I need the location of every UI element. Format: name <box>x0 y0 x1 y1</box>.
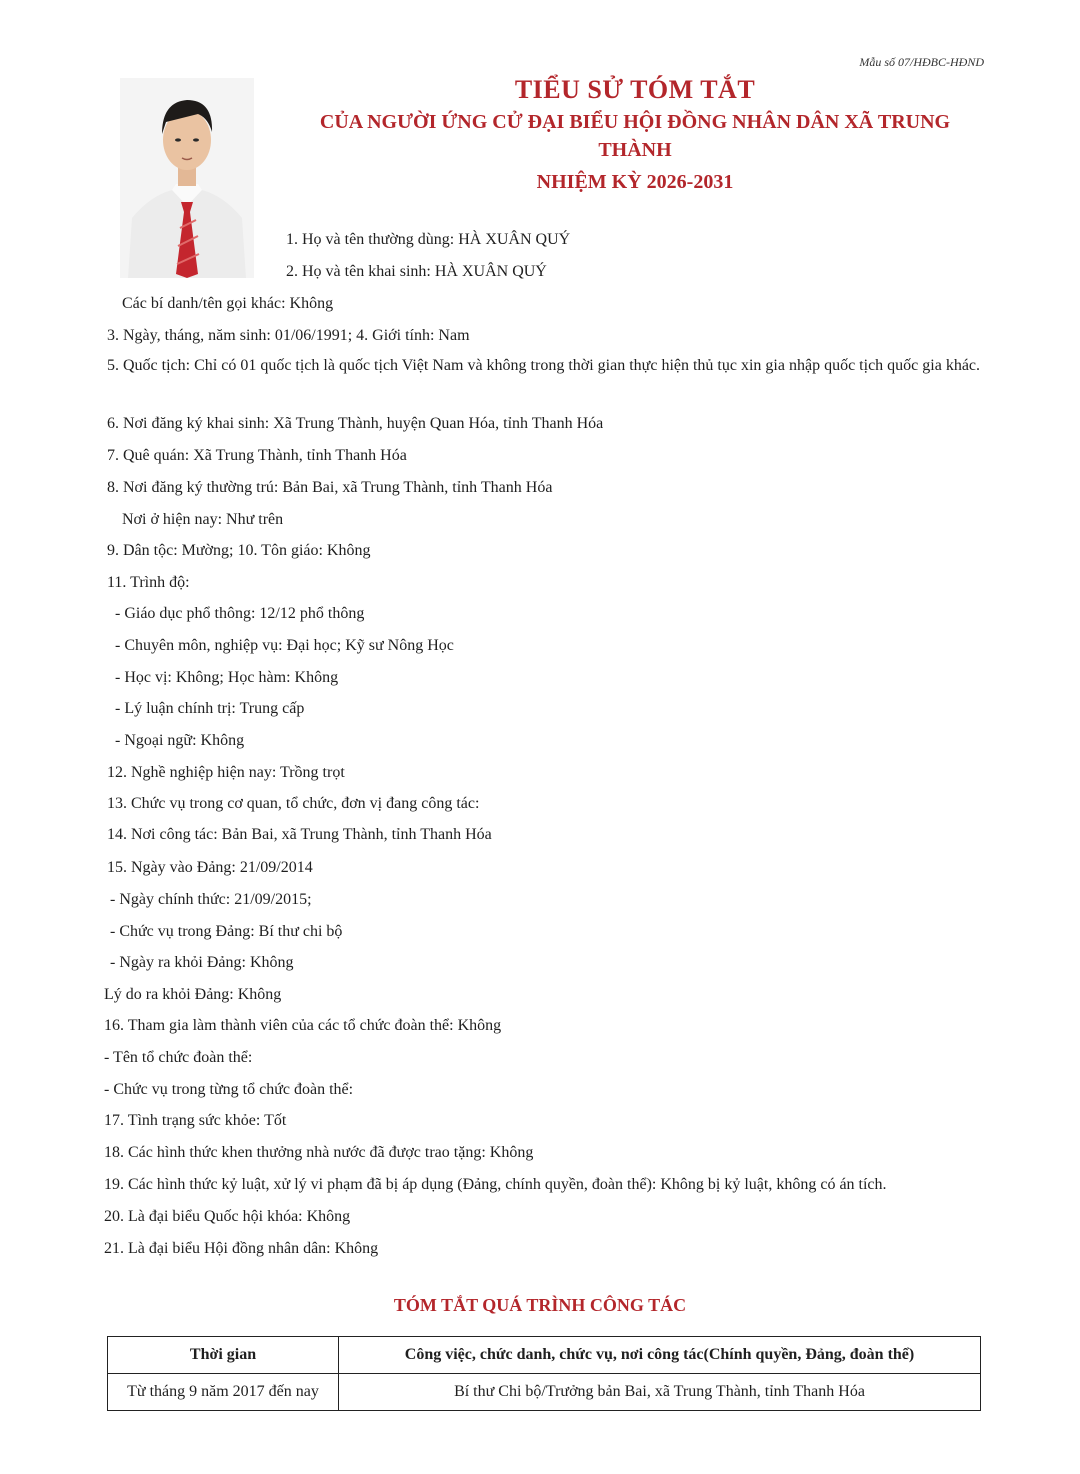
work-history-table <box>107 1336 981 1411</box>
occupation: 12. Nghề nghiệp hiện nay: Trồng trọt <box>107 764 345 781</box>
document-title: TIỂU SỬ TÓM TẮT <box>514 75 756 104</box>
table-header-row <box>108 1337 981 1374</box>
general-education: - Giáo dục phổ thông: 12/12 phổ thông <box>115 605 365 622</box>
work-history-title: TÓM TẮT QUÁ TRÌNH CÔNG TÁC <box>393 1295 687 1315</box>
party-join-date: 15. Ngày vào Đảng: 21/09/2014 <box>107 859 313 876</box>
health-status: 17. Tình trạng sức khỏe: Tốt <box>104 1112 287 1129</box>
awards: 18. Các hình thức khen thưởng nhà nước đã được trao tặng: Không <box>104 1144 534 1161</box>
current-residence: Nơi ở hiện nay: Như trên <box>122 511 284 528</box>
birth-registration-place: 6. Nơi đăng ký khai sinh: Xã Trung Thành, huyện Quan Hóa, tỉnh Thanh Hóa <box>107 415 604 432</box>
national-assembly-delegate: 20. Là đại biểu Quốc hội khóa: Không <box>104 1208 351 1225</box>
party-official-date: - Ngày chính thức: 21/09/2015; <box>110 891 312 908</box>
aliases: Các bí danh/tên gọi khác: Không <box>122 295 334 312</box>
permanent-residence: 8. Nơi đăng ký thường trú: Bản Bai, xã Trung Thành, tỉnh Thanh Hóa <box>107 479 553 496</box>
peoples-council-delegate: 21. Là đại biểu Hội đồng nhân dân: Không <box>104 1240 379 1257</box>
birth-name: 2. Họ và tên khai sinh: HÀ XUÂN QUÝ <box>286 263 547 280</box>
birth-date-gender: 3. Ngày, tháng, năm sinh: 01/06/1991; 4. Giới tính: Nam <box>107 327 470 344</box>
party-leave-reason: Lý do ra khỏi Đảng: Không <box>104 986 282 1003</box>
hometown: 7. Quê quán: Xã Trung Thành, tỉnh Thanh Hóa <box>107 447 407 464</box>
organization-position: - Chức vụ trong từng tổ chức đoàn thể: <box>104 1081 354 1098</box>
ethnicity-religion: 9. Dân tộc: Mường; 10. Tôn giáo: Không <box>107 542 371 559</box>
workplace: 14. Nơi công tác: Bản Bai, xã Trung Thành, tỉnh Thanh Hóa <box>107 826 492 843</box>
foreign-language: - Ngoại ngữ: Không <box>115 732 245 749</box>
party-leave-date: - Ngày ra khỏi Đảng: Không <box>110 954 294 971</box>
document-subtitle: CỦA NGƯỜI ỨNG CỬ ĐẠI BIỂU HỘI ĐỒNG NHÂN DÂN XÃ TRUNG THÀNH <box>319 111 951 161</box>
cell-position: Bí thư Chi bộ/Trưởng bản Bai, xã Trung Thành, tỉnh Thanh Hóa <box>339 1374 981 1411</box>
form-code: Mẫu số 07/HĐBC-HĐND <box>859 55 984 69</box>
common-name: 1. Họ và tên thường dùng: HÀ XUÂN QUÝ <box>286 231 571 248</box>
term-label: NHIỆM KỲ 2026-2031 <box>536 171 734 193</box>
party-position: - Chức vụ trong Đảng: Bí thư chi bộ <box>110 923 343 940</box>
education-heading: 11. Trình độ: <box>107 574 190 591</box>
header-time: Thời gian <box>108 1337 339 1374</box>
academic-degree: - Học vị: Không; Học hàm: Không <box>115 669 339 686</box>
cell-time: Từ tháng 9 năm 2017 đến nay <box>108 1374 339 1411</box>
organization-name: - Tên tổ chức đoàn thể: <box>104 1049 253 1066</box>
header-position: Công việc, chức danh, chức vụ, nơi công tác(Chính quyền, Đảng, đoàn thể) <box>339 1337 981 1374</box>
political-theory: - Lý luận chính trị: Trung cấp <box>115 700 305 717</box>
disciplinary-record: 19. Các hình thức kỷ luật, xử lý vi phạm đã bị áp dụng (Đảng, chính quyền, đoàn thể): Không bị kỷ luật, không có án tích. <box>104 1176 887 1193</box>
current-position: 13. Chức vụ trong cơ quan, tổ chức, đơn vị đang công tác: <box>107 795 480 812</box>
candidate-photo <box>120 78 254 278</box>
title-block <box>300 74 970 196</box>
table-row <box>108 1374 981 1411</box>
nationality: 5. Quốc tịch: Chỉ có 01 quốc tịch là quốc tịch Việt Nam và không trong thời gian thực hiện thủ tục xin gia nhập quốc tịch quốc gia khác. <box>107 357 981 374</box>
professional-qualification: - Chuyên môn, nghiệp vụ: Đại học; Kỹ sư Nông Học <box>115 637 454 654</box>
organization-membership: 16. Tham gia làm thành viên của các tổ chức đoàn thể: Không <box>104 1017 502 1034</box>
